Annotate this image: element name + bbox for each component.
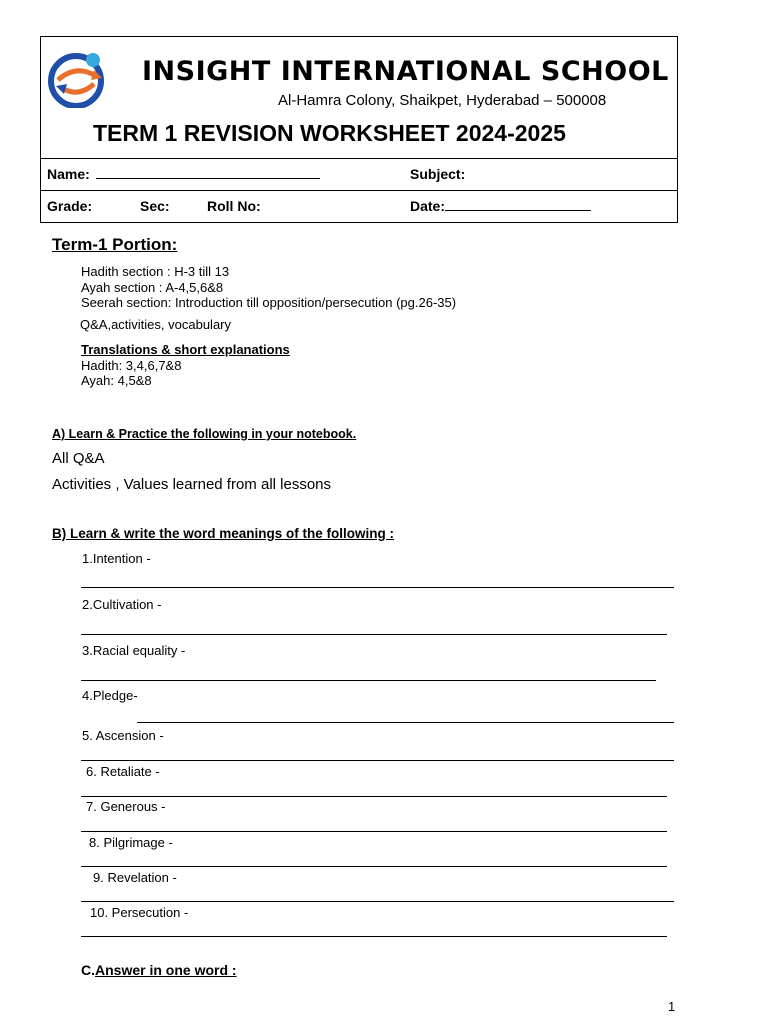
name-label: Name: — [47, 166, 90, 182]
answer-line[interactable] — [81, 634, 667, 635]
roll-no-label: Roll No: — [207, 198, 261, 214]
section-c-label: Answer in one word : — [95, 962, 237, 978]
section-c-prefix: C. — [81, 962, 95, 978]
word-item: 7. Generous - — [86, 799, 166, 814]
word-item: 10. Persecution - — [90, 905, 189, 920]
answer-line[interactable] — [137, 722, 674, 723]
word-item: 5. Ascension - — [82, 728, 164, 743]
section-b-title: B) Learn & write the word meanings of the following : — [52, 526, 395, 541]
answer-line[interactable] — [81, 680, 656, 681]
portion-line: Ayah section : A-4,5,6&8 — [81, 280, 224, 295]
answer-line[interactable] — [81, 587, 674, 588]
portion-extra: Q&A,activities, vocabulary — [80, 317, 232, 332]
date-field[interactable] — [410, 198, 591, 214]
name-field[interactable] — [47, 166, 320, 182]
school-name: INSIGHT INTERNATIONAL SCHOOL — [142, 56, 669, 87]
portion-line: Hadith section : H-3 till 13 — [81, 264, 230, 279]
sec-label: Sec: — [140, 198, 170, 214]
word-item: 4.Pledge- — [82, 688, 138, 703]
word-item: 2.Cultivation - — [82, 597, 162, 612]
school-address: Al-Hamra Colony, Shaikpet, Hyderabad – 500008 — [278, 92, 607, 109]
answer-line[interactable] — [81, 796, 667, 797]
section-a-item: Activities , Values learned from all lessons — [52, 476, 332, 493]
word-item: 6. Retaliate - — [86, 764, 160, 779]
header-divider — [41, 158, 677, 159]
page-number: 1 — [668, 999, 676, 1014]
word-item: 1.Intention - — [82, 551, 151, 566]
worksheet-title: TERM 1 REVISION WORKSHEET 2024-2025 — [93, 120, 566, 146]
translation-line: Ayah: 4,5&8 — [81, 373, 152, 388]
header-divider — [41, 190, 677, 191]
answer-line[interactable] — [81, 760, 674, 761]
date-label: Date: — [410, 198, 446, 214]
portion-title: Term-1 Portion: — [52, 235, 178, 254]
name-blank[interactable] — [96, 166, 320, 179]
word-item: 9. Revelation - — [93, 870, 177, 885]
answer-line[interactable] — [81, 866, 667, 867]
portion-line: Seerah section: Introduction till opposition/persecution (pg.26-35) — [81, 295, 457, 310]
translation-line: Hadith: 3,4,6,7&8 — [81, 358, 182, 373]
section-c-title — [81, 962, 237, 978]
school-logo — [48, 50, 110, 108]
answer-line[interactable] — [81, 901, 674, 902]
section-a-title: A) Learn & Practice the following in your notebook. — [52, 427, 357, 441]
grade-label: Grade: — [47, 198, 93, 214]
section-a-item: All Q&A — [52, 450, 105, 467]
answer-line[interactable] — [81, 831, 667, 832]
translations-title: Translations & short explanations — [81, 342, 290, 357]
subject-label: Subject: — [410, 166, 466, 182]
answer-line[interactable] — [81, 936, 667, 937]
date-blank[interactable] — [445, 198, 591, 211]
word-item: 8. Pilgrimage - — [89, 835, 173, 850]
word-item: 3.Racial equality - — [82, 643, 186, 658]
